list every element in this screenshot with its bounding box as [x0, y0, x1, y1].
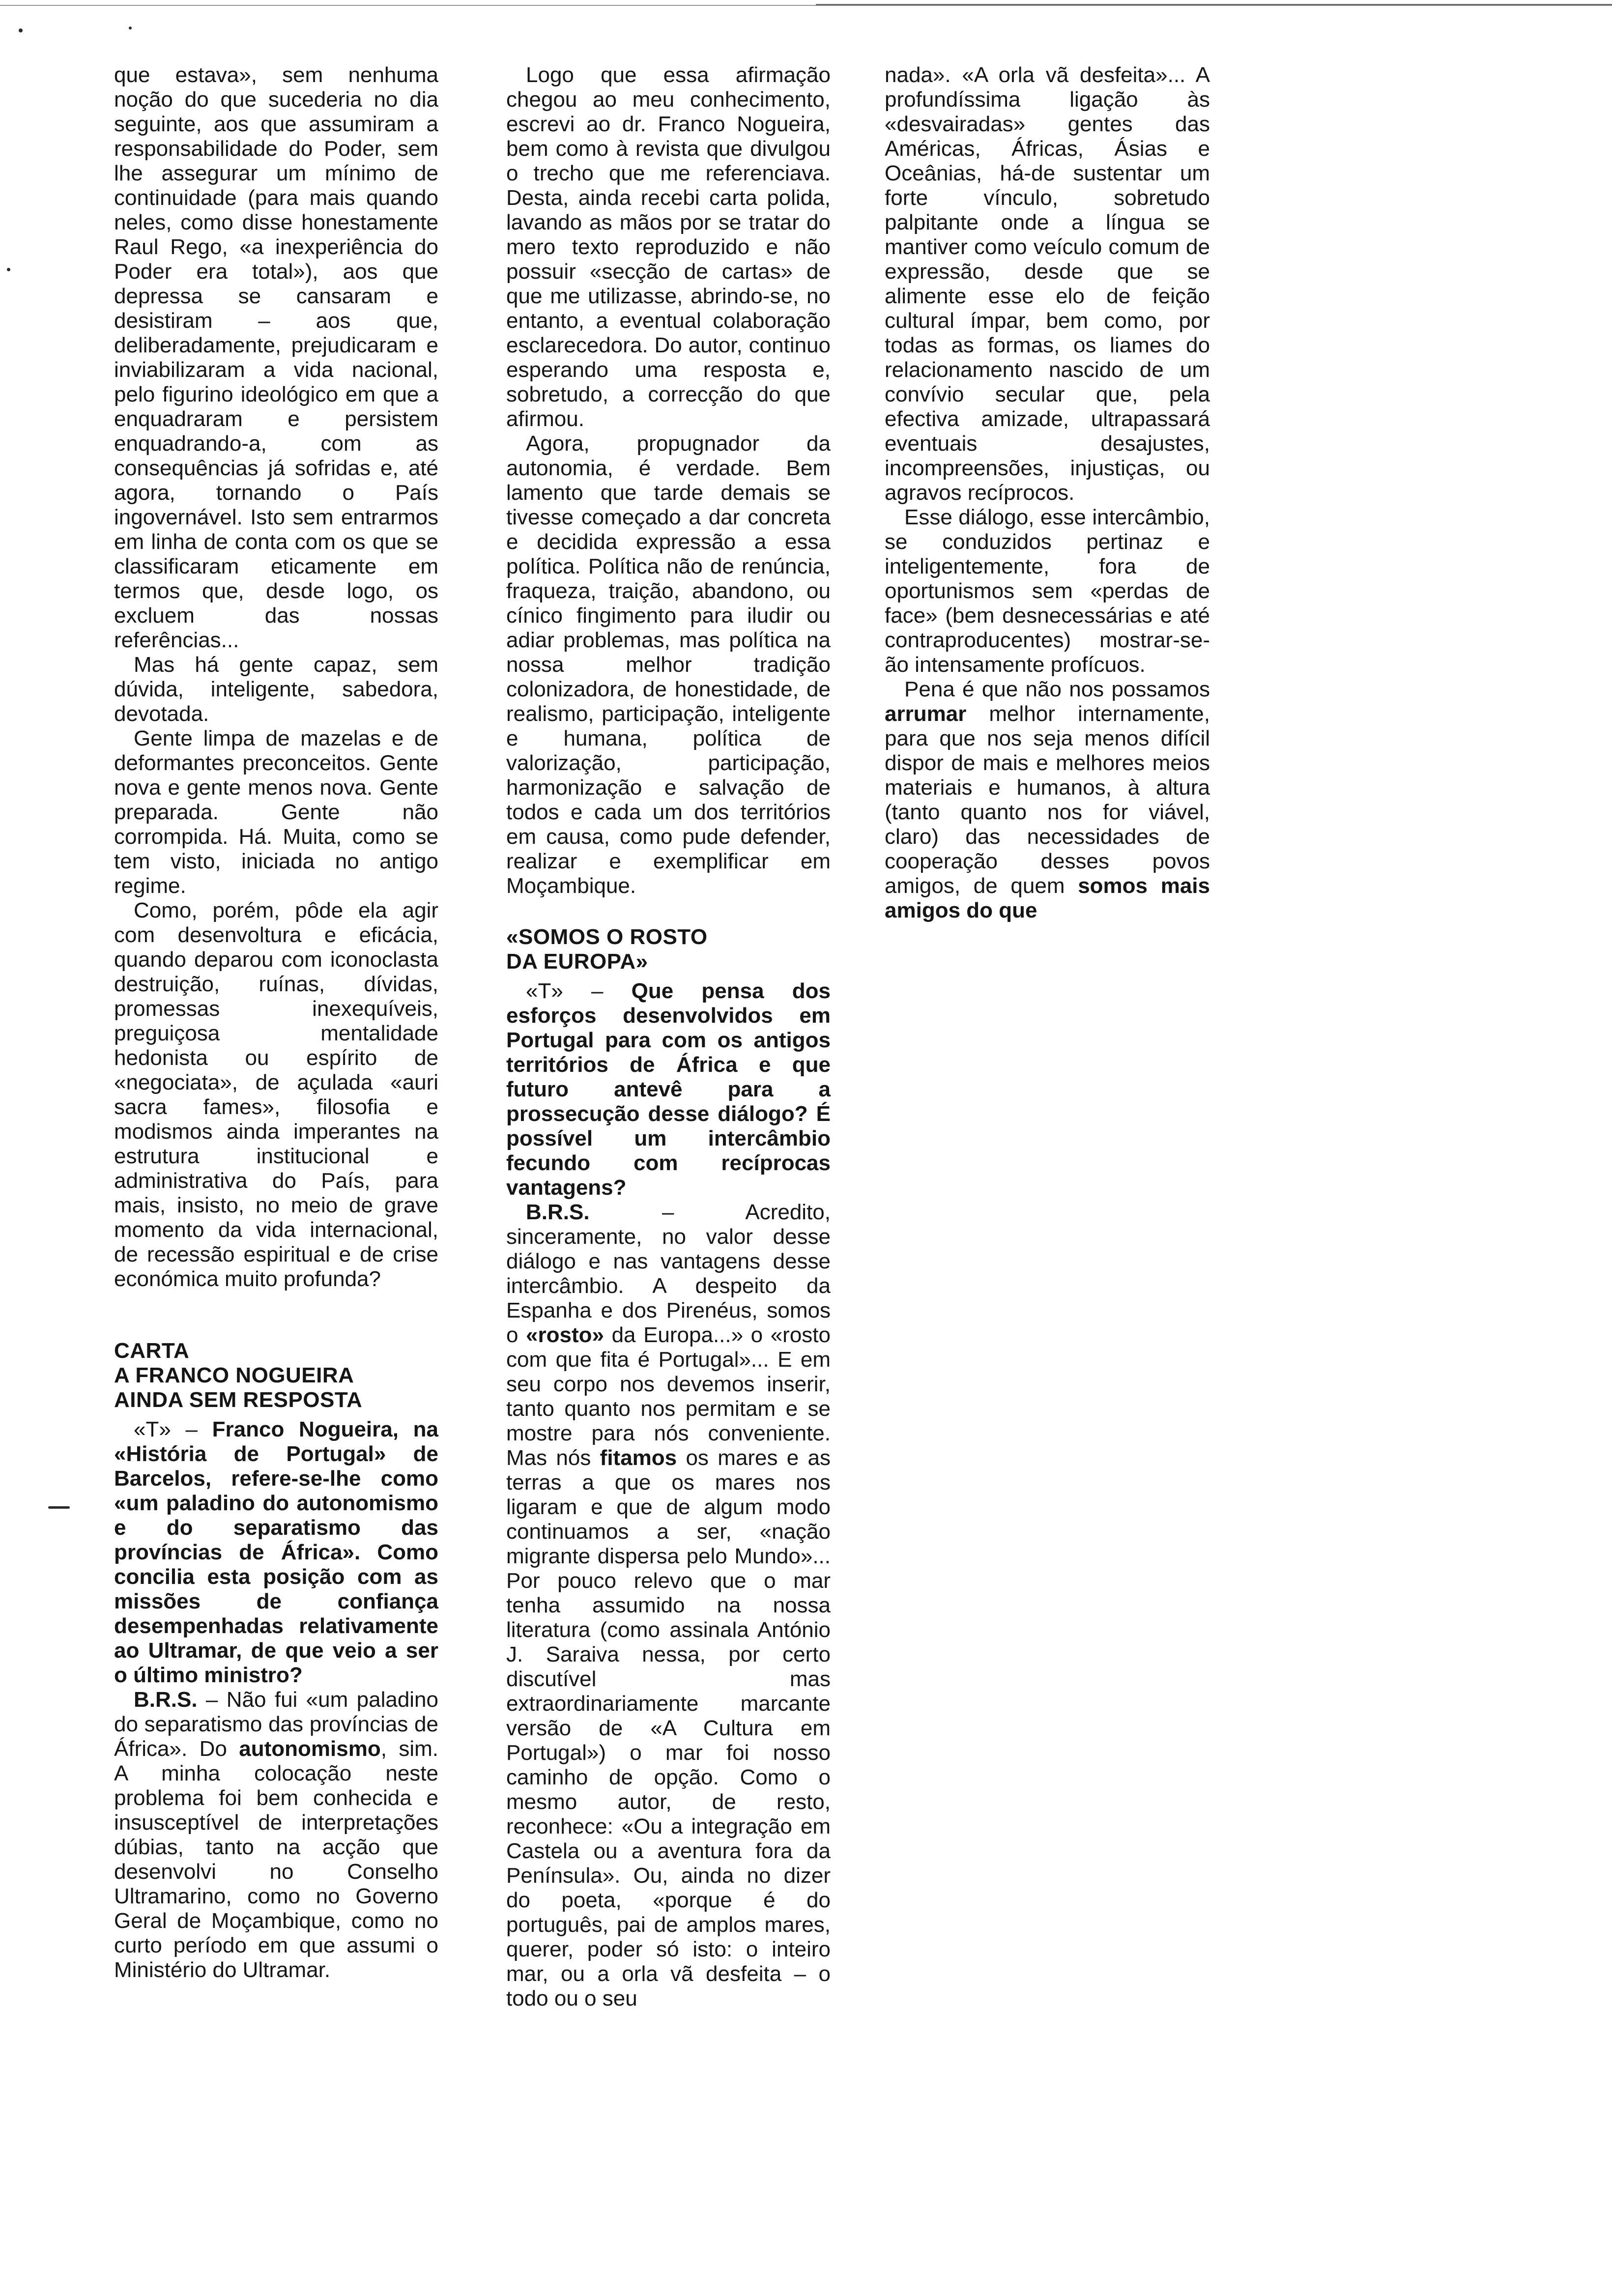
answer-speaker: B.R.S. — [526, 1200, 590, 1224]
interview-question — [114, 1417, 438, 1688]
paragraph — [506, 431, 831, 898]
answer-emphasis: «rosto» — [526, 1323, 604, 1347]
answer-speaker: B.R.S. — [134, 1688, 198, 1712]
answer-text: os mares e as terras a que os mares nos ligaram e que de algum modo continuamos a ser, «nação migrante dispersa pelo Mundo»... Por pouco relevo que o mar tenha assumido na nossa literatura (como assinala António J. Saraiva nessa, por certo discutível mas extraordinariamente marcante versão de «A Cultura em Portugal») o mar foi nosso caminho de opção. Como o mesmo autor, de resto, reconhece: «Ou a integração em Castela ou a aventura fora da Península». Ou, ainda no dizer do poeta, «porque é do português, pai de amplos mares, querer, poder só isto: o inteiro mar, ou a orla vã desfeita – o todo ou o seu — [506, 1446, 831, 2010]
paragraph-emphasis: somos mais amigos do que — [885, 874, 1210, 922]
question-marker: «T» – — [134, 1417, 198, 1441]
paragraph-text: Pena é que não nos possamos — [904, 677, 1210, 701]
article-column-2 — [506, 63, 831, 2011]
answer-text: – Acredito, sinceramente, no valor desse diálogo e nas vantagens desse intercâmbio. A despeito da Espanha e dos Pirenéus, somos o — [506, 1200, 831, 1347]
answer-text: – Não fui «um paladino do separatismo das províncias de África». Do — [114, 1688, 438, 1761]
paragraph: Mas há gente capaz, sem dúvida, inteligente, sabedora, devotada. — [114, 653, 438, 726]
paragraph: nada». «A orla vã desfeita»... A profundíssima ligação às «desvairadas» gentes das Américas, Áfricas, Ásias e Oceânias, há-de sustentar um forte vínculo, sobretudo palpitante onde a língua se mantiver como veículo comum de expressão, desde que se alimente esse elo de feição cultural ímpar, bem como, por todas as formas, os liames do relacionamento nascido de um convívio secular que, pela efectiva amizade, ultrapassará eventuais desajustes, incompreensões, injustiças, ou agravos recíprocos. — [885, 63, 1210, 505]
scan-top-rule-dark — [816, 4, 1612, 5]
answer-emphasis: fitamos — [600, 1446, 677, 1470]
paragraph: que estava», sem nenhuma noção do que sucederia no dia seguinte, aos que assumiram a responsabilidade do Poder, sem lhe assegurar um mínimo de continuidade (para mais quando neles, como disse honestamente Raul Rego, «a inexperiência do Poder era total»), aos que depressa se cansaram e desistiram – aos que, deliberadamente, prejudicaram e inviabilizaram a vida nacional, pelo figurino ideológico em que a enquadraram e persistem enquadrando-a, com as consequências já sofridas e, até agora, tornando o País ingovernável. Isto sem entrarmos em linha de conta com os que se classificaram eticamente em termos que, desde logo, os excluem das nossas referências... — [114, 63, 438, 652]
paragraph — [885, 677, 1210, 923]
heading-line: A FRANCO NOGUEIRA — [114, 1363, 354, 1387]
heading-line: DA EUROPA» — [506, 949, 648, 974]
section-heading — [506, 925, 831, 974]
interview-answer — [114, 1688, 438, 1982]
interview-question — [506, 979, 831, 1200]
paragraph: Esse diálogo, esse intercâmbio, se conduzidos pertinaz e inteligentemente, fora de oportunismos sem «perdas de face» (bem desnecessárias e até contraproducentes) mostrar-se-ão intensamente profícuos. — [885, 505, 1210, 677]
heading-line: AINDA SEM RESPOSTA — [114, 1388, 363, 1412]
paragraph: Gente limpa de mazelas e de deformantes preconceitos. Gente nova e gente menos nova. Gente preparada. Gente não corrompida. Há. Muita, como se tem visto, iniciada no antigo regime. — [114, 726, 438, 898]
section-heading — [114, 1339, 438, 1412]
scan-speck — [7, 268, 10, 271]
scan-speck — [129, 27, 132, 29]
scan-speck — [19, 29, 23, 32]
paragraph-text: Política não de renúncia, fraqueza, traição, abandono, ou cínico fingimento para iludir ou adiar problemas, mas política na nossa melhor tradição colonizadora, de honestidade, de realismo, participação, inteligente e humana, política de valorização, participação, harmonização e salvação de todos e cada um dos territórios em causa, como pude defender, realizar e exemplificar em Moçambique. — [506, 554, 831, 898]
article-column-3 — [885, 63, 1210, 923]
heading-line: CARTA — [114, 1339, 190, 1363]
question-marker: «T» – — [526, 979, 604, 1003]
paragraph-emphasis: arrumar — [885, 702, 967, 726]
paragraph-text: Bem lamento que tarde demais se tivesse começado a dar concreta e decidida expressão a essa política. — [506, 456, 831, 578]
answer-text: , sim. A minha colocação neste problema foi bem conhecida e insusceptível de interpretações dúbias, tanto na acção que desenvolvi no Conselho Ultramarino, como no Governo Geral de Moçambique, como no curto período em que assumi o Ministério do Ultramar. — [114, 1737, 438, 1982]
interview-answer — [506, 1200, 831, 2011]
answer-text: da Europa...» o «rosto com que fita é Portugal»... E em seu corpo nos devemos inserir, tanto quanto nos permitam e se mostre para nós conveniente. Mas nós — [506, 1323, 831, 1470]
paragraph-text: Agora, propugnador da autonomia, é verdade. — [506, 431, 831, 480]
heading-line: «SOMOS O ROSTO — [506, 925, 708, 949]
paragraph: Logo que essa afirmação chegou ao meu conhecimento, escrevi ao dr. Franco Nogueira, bem como à revista que divulgou o trecho que me referenciava. Desta, ainda recebi carta polida, lavando as mãos por se tratar do mero texto reproduzido e não possuir «secção de cartas» de que me utilizasse, abrindo-se, no entanto, a eventual colaboração esclarecedora. Do autor, continuo esperando uma resposta e, sobretudo, a correcção do que afirmou. — [506, 63, 831, 431]
article-column-1 — [114, 63, 438, 1982]
question-text: Franco Nogueira, na «História de Portugal» de Barcelos, refere-se-lhe como «um paladino do autonomismo e do separatismo das províncias de África». Como concilia esta posição com as missões de confiança desempenhadas relativamente ao Ultramar, de que veio a ser o último ministro? — [114, 1417, 438, 1687]
paragraph-text: melhor internamente, para que nos seja menos difícil dispor de mais e melhores meios materiais e humanos, à altura (tanto quanto nos for viável, claro) das necessidades de cooperação desses povos amigos, de quem — [885, 702, 1210, 898]
paragraph: Como, porém, pôde ela agir com desenvoltura e eficácia, quando deparou com iconoclasta destruição, ruínas, dívidas, promessas inexequíveis, preguiçosa mentalidade hedonista ou espírito de «negociata», de açulada «auri sacra fames», filosofia e modismos ainda imperantes na estrutura institucional e administrativa do País, para mais, insisto, no meio de grave momento da vida internacional, de recessão espiritual e de crise económica muito profunda? — [114, 898, 438, 1291]
question-text: Que pensa dos esforços desenvolvidos em Portugal para com os antigos territórios de África e que futuro antevê para a prossecução desse diálogo? É possível um intercâmbio fecundo com recíprocas vantagens? — [506, 979, 831, 1200]
scan-speck — [48, 1506, 70, 1509]
answer-emphasis: autonomismo — [239, 1737, 381, 1761]
